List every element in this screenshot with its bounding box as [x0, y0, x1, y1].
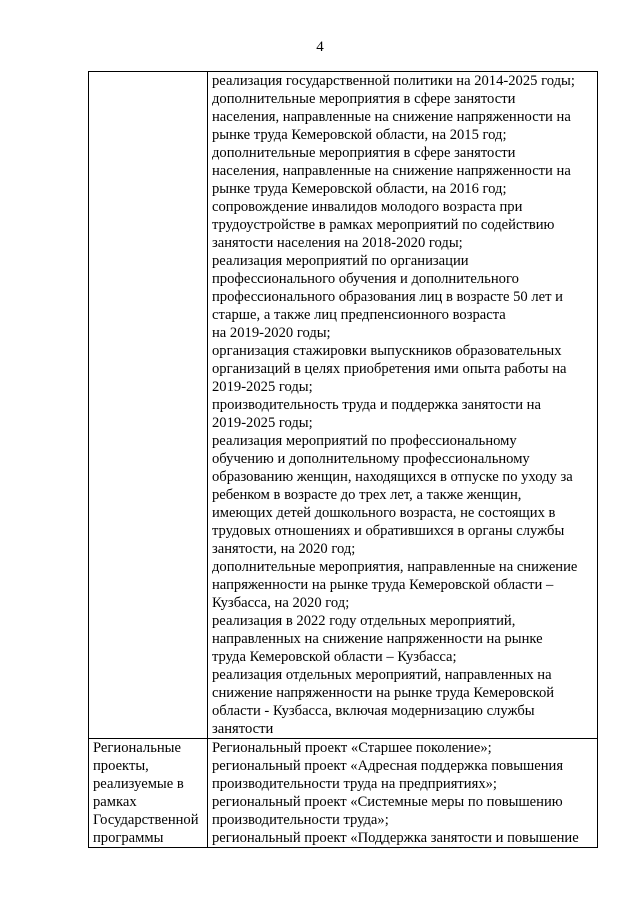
text-line: 2019-2025 годы; [212, 415, 313, 431]
text-line: дополнительные мероприятия в сфере занятости [212, 91, 516, 107]
text-line: профессионального обучения и дополнительного [212, 271, 519, 287]
row-content-cell [208, 72, 598, 739]
text-line: проекты, [93, 758, 149, 774]
text-line: населения, направленные на снижение напряженности на [212, 163, 571, 179]
text-line: образованию женщин, находящихся в отпуске по уходу за [212, 469, 573, 485]
text-line: напряженности на рынке труда Кемеровской области – [212, 577, 554, 593]
text-line: Кузбасса, на 2020 год; [212, 595, 350, 611]
text-line: Государственной [93, 812, 199, 828]
text-line: производительность труда и поддержка занятости на [212, 397, 541, 413]
text-line: реализация мероприятий по профессиональному [212, 433, 517, 449]
text-line: ребенком в возрасте до трех лет, а также женщин, [212, 487, 522, 503]
text-line: Региональные [93, 740, 181, 756]
text-line: организаций в целях приобретения ими опыта работы на [212, 361, 567, 377]
text-line: региональный проект «Поддержка занятости и повышение [212, 830, 579, 846]
text-line: населения, направленные на снижение напряженности на [212, 109, 571, 125]
text-line: производительности труда»; [212, 812, 389, 828]
text-line: трудовых отношениях и обратившихся в органы службы [212, 523, 565, 539]
text-line: региональный проект «Адресная поддержка повышения [212, 758, 564, 774]
program-table [88, 71, 598, 848]
text-line: программы [93, 830, 164, 846]
text-line: рынке труда Кемеровской области, на 2015 год; [212, 127, 507, 143]
text-line: трудоустройстве в рамках мероприятий по содействию [212, 217, 555, 233]
text-line: производительности труда на предприятиях»; [212, 776, 497, 792]
text-line: реализуемые в [93, 776, 184, 792]
text-line: снижение напряженности на рынке труда Кемеровской [212, 685, 555, 701]
text-line: старше, а также лиц предпенсионного возраста [212, 307, 506, 323]
text-line: имеющих детей дошкольного возраста, не состоящих в [212, 505, 556, 521]
text-line: региональный проект «Системные меры по повышению [212, 794, 563, 810]
table-row [89, 739, 598, 848]
regional-projects-label-cell [89, 739, 208, 848]
text-line: рынке труда Кемеровской области, на 2016 год; [212, 181, 507, 197]
row-label-cell [89, 72, 208, 739]
text-line: реализация отдельных мероприятий, направленных на [212, 667, 552, 683]
text-line: труда Кемеровской области – Кузбасса; [212, 649, 457, 665]
text-line: сопровождение инвалидов молодого возраста при [212, 199, 523, 215]
text-line: организация стажировки выпускников образовательных [212, 343, 562, 359]
text-line: направленных на снижение напряженности на рынке [212, 631, 543, 647]
text-line: рамках [93, 794, 137, 810]
text-line: дополнительные мероприятия в сфере занятости [212, 145, 516, 161]
text-line: занятости [212, 721, 274, 737]
text-line: занятости, на 2020 год; [212, 541, 356, 557]
table-row [89, 72, 598, 739]
text-line: профессионального образования лиц в возрасте 50 лет и [212, 289, 563, 305]
text-line: занятости населения на 2018-2020 годы; [212, 235, 463, 251]
text-line: реализация государственной политики на 2014-2025 годы; [212, 73, 575, 89]
text-line: области - Кузбасса, включая модернизацию службы [212, 703, 535, 719]
text-line: 2019-2025 годы; [212, 379, 313, 395]
text-line: на 2019-2020 годы; [212, 325, 331, 341]
text-line: дополнительные мероприятия, направленные на снижение [212, 559, 578, 575]
text-line: Региональный проект «Старшее поколение»; [212, 740, 492, 756]
page-number: 4 [316, 39, 324, 55]
regional-projects-content-cell [208, 739, 598, 848]
text-line: реализация мероприятий по организации [212, 253, 469, 269]
text-line: реализация в 2022 году отдельных мероприятий, [212, 613, 516, 629]
text-line: обучению и дополнительному профессиональному [212, 451, 530, 467]
